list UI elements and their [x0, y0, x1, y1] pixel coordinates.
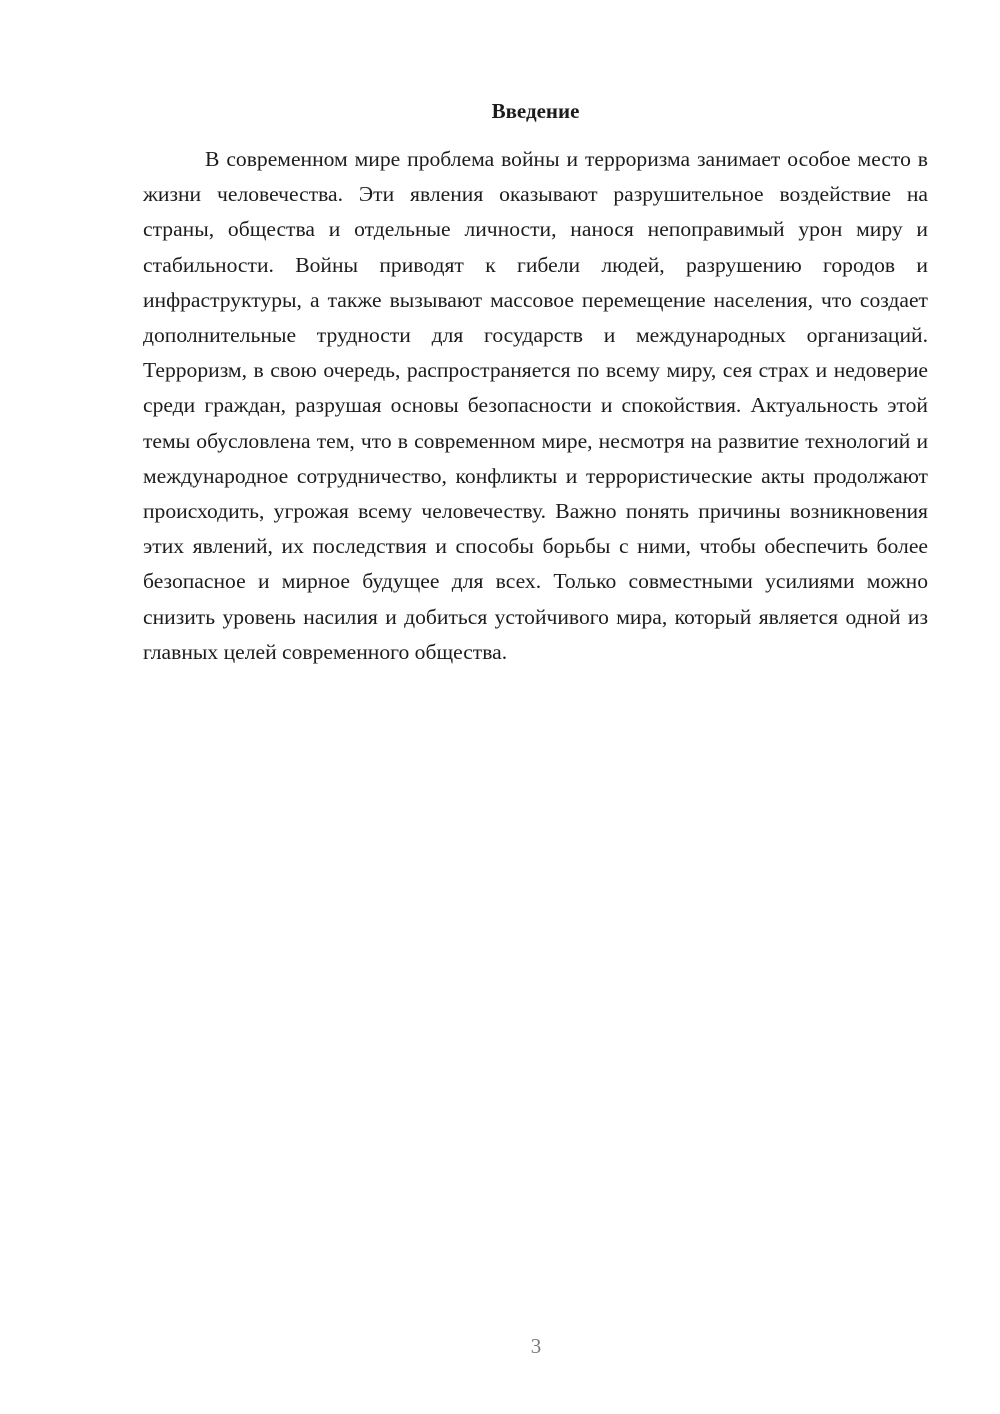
page-number: 3 — [530, 1334, 542, 1358]
introduction-paragraph: В современном мире проблема войны и терроризма занимает особое место в жизни человечества. Эти явления оказывают разрушительное воздействие на страны, общества и отдельные личности, нанося непоправимый урон миру и стабильности. Войны приводят к гибели людей, разрушению городов и инфраструктуры, а также вызывают массовое перемещение населения, что создает дополнительные трудности для государств и международных организаций. Терроризм, в свою очередь, распространяется по всему миру, сея страх и недоверие среди граждан, разрушая основы безопасности и спокойствия. Актуальность этой темы обусловлена тем, что в современном мире, несмотря на развитие технологий и международное сотрудничество, конфликты и террористические акты продолжают происходить, угрожая всему человечеству. Важно понять причины возникновения этих явлений, их последствия и способы борьбы с ними, чтобы обеспечить более безопасное и мирное будущее для всех. Только совместными усилиями можно снизить уровень насилия и добиться устойчивого мира, который является одной из главных целей современного общества. — [143, 147, 928, 664]
section-heading: Введение — [491, 99, 580, 123]
